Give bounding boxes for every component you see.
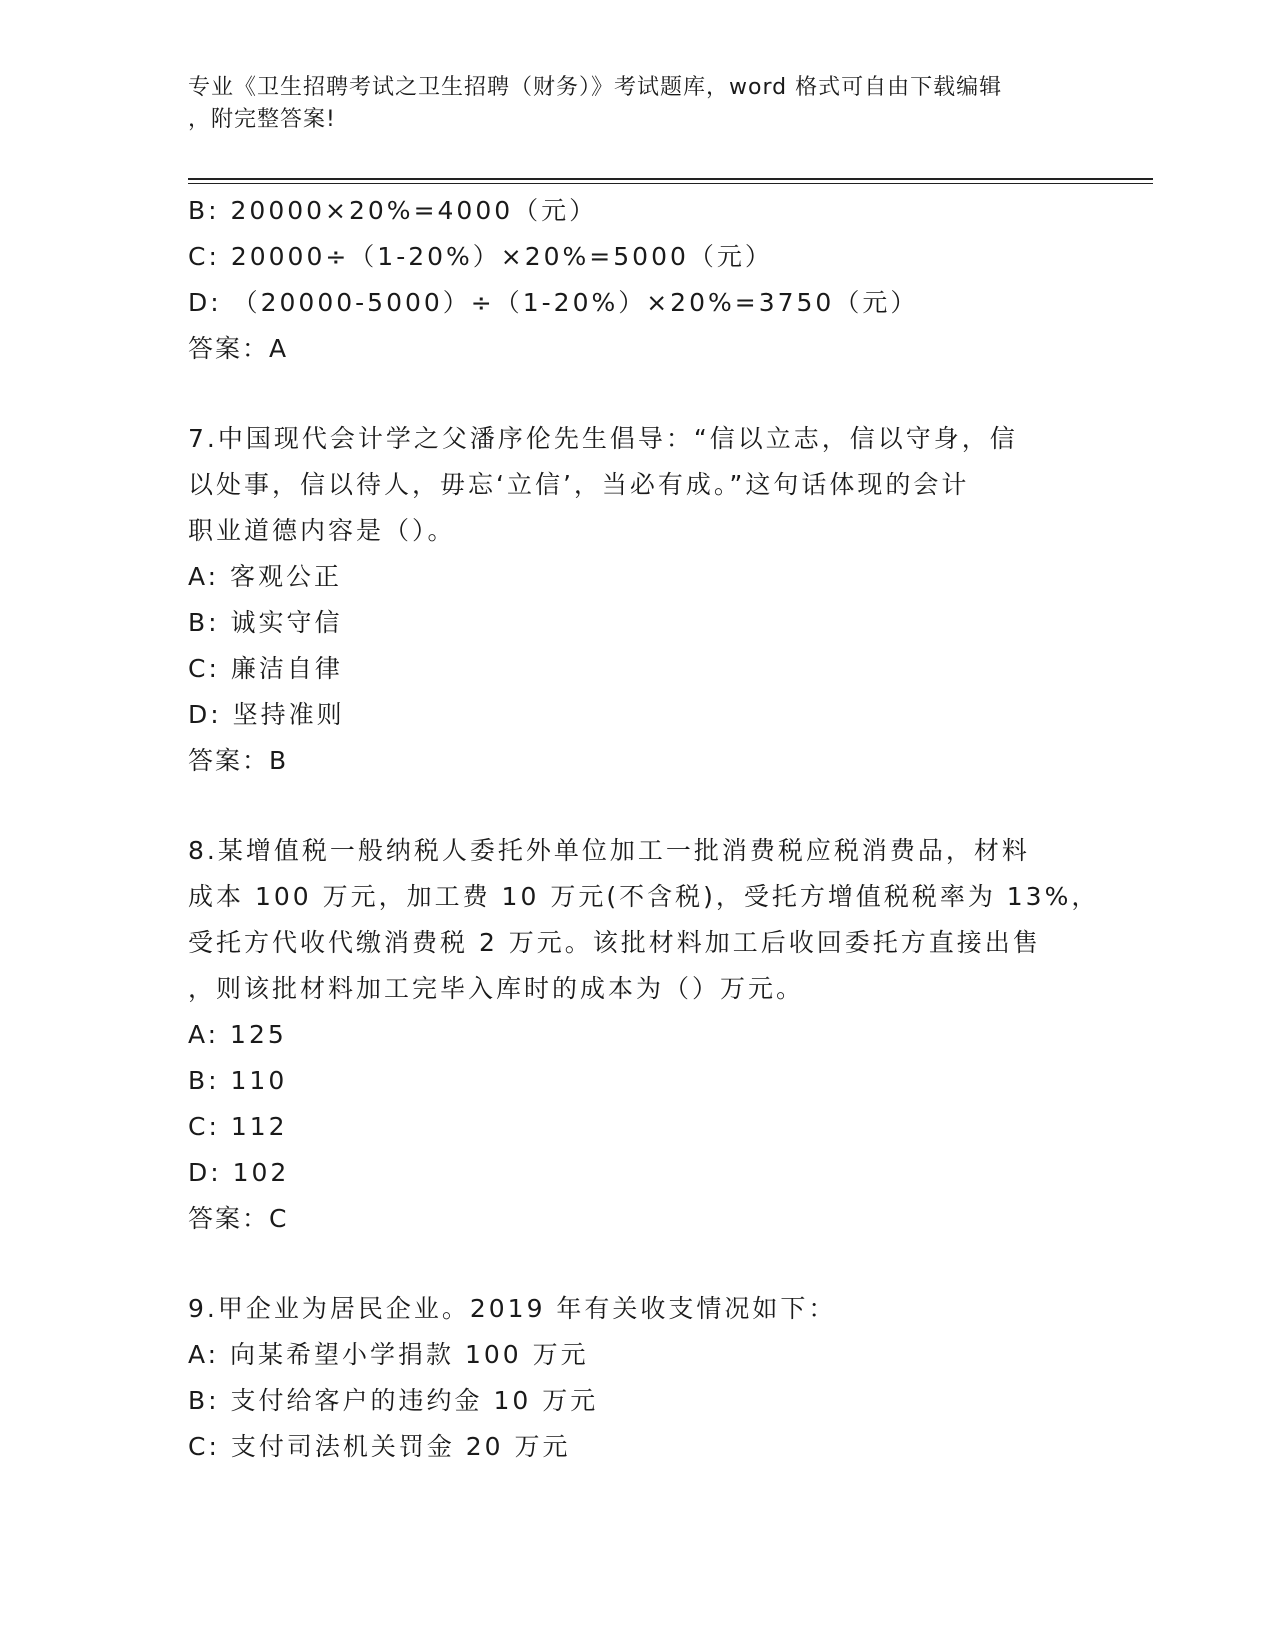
header-divider-thin — [188, 183, 1153, 184]
q9-option-c: C: 支付司法机关罚金 20 万元 — [188, 1432, 571, 1461]
spacer — [188, 784, 1088, 828]
q7-option-c: C: 廉洁自律 — [188, 654, 343, 683]
q8-option-d: D: 102 — [188, 1158, 290, 1187]
document-body — [188, 188, 1100, 1470]
q6-answer: 答案：A — [188, 334, 289, 363]
spacer — [188, 1242, 1088, 1286]
q9-option-b: B: 支付给客户的违约金 10 万元 — [188, 1386, 599, 1415]
q9-question — [188, 1286, 1088, 1332]
q9-question-line: 9.甲企业为居民企业。2019 年有关收支情况如下： — [188, 1294, 837, 1323]
q8-option-c: C: 112 — [188, 1112, 288, 1141]
q7-question-line: 以处事，信以待人，毋忘‘立信’，当必有成。”这句话体现的会计 — [188, 470, 970, 499]
q7-option-b: B: 诚实守信 — [188, 608, 343, 637]
q6-option-d: D: （20000-5000）÷（1-20%）×20%=3750（元） — [188, 288, 919, 317]
q8-question-line: 8.某增值税一般纳税人委托外单位加工一批消费税应税消费品，材料 — [188, 836, 1030, 865]
q8-option-a: A: 125 — [188, 1020, 287, 1049]
q9-option-a: A: 向某希望小学捐款 100 万元 — [188, 1340, 589, 1369]
q8-question-line: 受托方代收代缴消费税 2 万元。该批材料加工后收回委托方直接出售 — [188, 928, 1041, 957]
spacer — [188, 372, 1088, 416]
q8-question-line: 成本 100 万元，加工费 10 万元(不含税)，受托方增值税税率为 13%， — [188, 882, 1100, 911]
q7-question-line: 职业道德内容是（）。 — [188, 516, 456, 545]
q8-question-line: ，则该批材料加工完毕入库时的成本为（）万元。 — [188, 974, 805, 1003]
q6-option-b: B: 20000×20%=4000（元） — [188, 196, 598, 225]
q7-option-d: D: 坚持准则 — [188, 700, 345, 729]
document-header — [188, 72, 1068, 136]
q7-question — [188, 416, 1088, 554]
header-title-line-2: ，附完整答案! — [188, 107, 336, 132]
header-title-line-1: 专业《卫生招聘考试之卫生招聘（财务）》考试题库，word 格式可自由下载编辑 — [188, 75, 1003, 100]
header-divider-thick — [188, 178, 1153, 180]
q6-option-c: C: 20000÷（1-20%）×20%=5000（元） — [188, 242, 773, 271]
q7-option-a: A: 客观公正 — [188, 562, 343, 591]
q8-question — [188, 828, 1100, 1012]
q8-answer: 答案：C — [188, 1204, 289, 1233]
q7-question-line: 7.中国现代会计学之父潘序伦先生倡导：“信以立志，信以守身，信 — [188, 424, 1018, 453]
q8-option-b: B: 110 — [188, 1066, 288, 1095]
q7-answer: 答案：B — [188, 746, 289, 775]
